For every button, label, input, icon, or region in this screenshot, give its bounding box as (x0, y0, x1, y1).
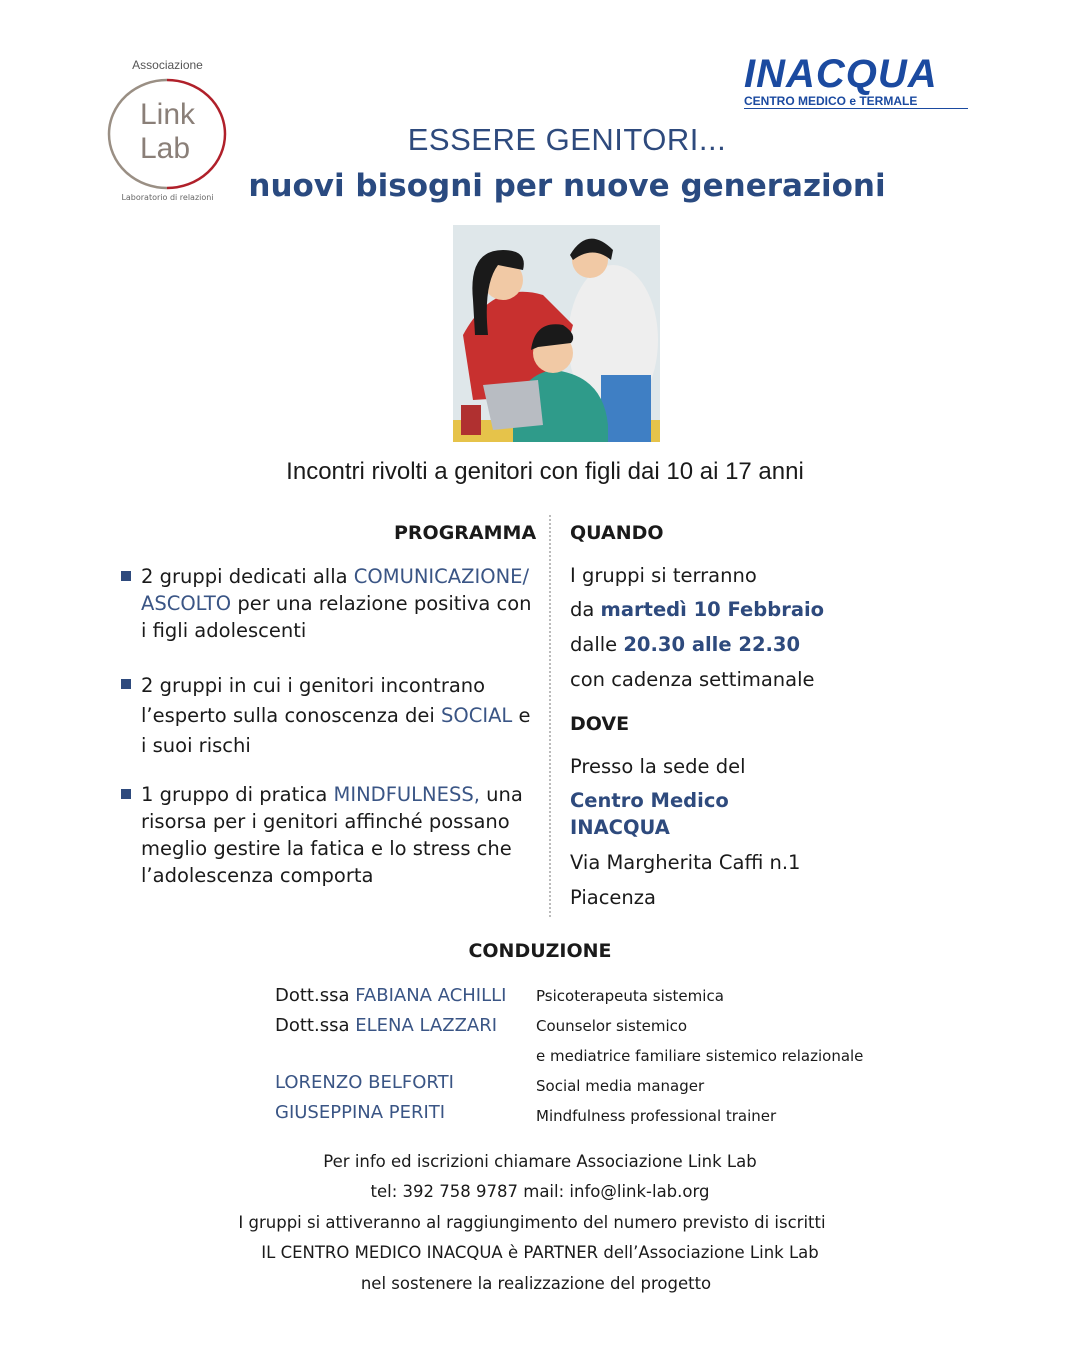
logo-bottom-text: Laboratorio di relazioni (121, 193, 214, 202)
programma-item: 2 gruppi dedicati alla COMUNICAZIONE/ ASCOLTO per una relazione positiva con i figli adolescenti (141, 563, 536, 644)
person: GIUSEPPINA PERITI (275, 1102, 446, 1123)
footer-line: I gruppi si attiveranno al raggiungimento del numero previsto di iscritti (238, 1213, 826, 1232)
footer-line: IL CENTRO MEDICO INACQUA è PARTNER dell’Associazione Link Lab (261, 1243, 819, 1262)
conduzione-heading: CONDUZIONE (468, 940, 612, 962)
inacqua-tagline: CENTRO MEDICO e TERMALE (744, 94, 968, 109)
footer-line: nel sostenere la realizzazione del progetto (360, 1274, 712, 1293)
page-subtitle: nuovi bisogni per nuove generazioni (248, 168, 886, 204)
inacqua-name: INACQUA (744, 52, 938, 96)
footer-line: Per info ed iscrizioni chiamare Associazione Link Lab (323, 1152, 757, 1171)
when-where: QUANDO I gruppi si terranno da martedì 10 Febbraio dalle 20.30 alle 22.30 con cadenza settimanale DOVE Presso la sede del Centro Medico INACQUA Via Margherita Caffi n.1 Piacenza (570, 522, 825, 909)
person: Dott.ssa ELENA LAZZARI (275, 1015, 498, 1036)
family-illustration (453, 225, 660, 442)
person: LORENZO BELFORTI (275, 1072, 454, 1093)
quando-heading: QUANDO (570, 522, 664, 544)
programma-item: 1 gruppo di pratica MINDFULNESS, una risorsa per i genitori affinché possano meglio gestire la fatica e lo stress che l’adolescenza comporta (141, 781, 536, 889)
column-divider (549, 515, 551, 917)
programma-item: 2 gruppi in cui i genitori incontrano l’esperto sulla conoscenza dei SOCIAL e i suoi rischi (141, 671, 536, 761)
page-title: ESSERE GENITORI... (407, 122, 727, 157)
person: Dott.ssa FABIANA ACHILLI (275, 985, 507, 1006)
footer-contact: tel: 392 758 9787 mail: info@link-lab.org (370, 1182, 710, 1201)
flyer: Associazione Link Lab Laboratorio di relazioni INACQUA CENTRO MEDICO e TERMALE ESSERE GENITORI... nuovi bisogni per nuove generazioni Incontri rivolti a genitori con figli dai 10 ai 17 anni PROGRAMMA 2 gruppi dedicati alla COMUNICAZIONE/ ASCOLTO per una relazione positiva con i figli adolescenti 2 gruppi in cui i genitori incontrano l’esperto sulla conoscenza dei SOCIAL e i suoi rischi 1 gruppo di pratica MINDFULNESS, una risorsa per i genitori affinché possano meglio gestire la fatica e lo stress che l’adolescenza comporta QUANDO I gruppi si terranno da martedì 10 Febbraio dalle 20.30 alle 22.30 con cadenza settimanale DOVE Presso la sede del Centro Medico INACQUA Via Margherita Caffi n.1 Piacenza CONDUZIONE Dott.ssa FABIANA ACHILLI Psicoterapeuta sistemica Dott.ssa ELENA LAZZARI Counselor sistemico e mediatrice familiare sistemico relazionale LORENZO BELFORTI Social media manager GIUSEPPINA PERITI Mindfulness professional trainer Per info ed iscrizioni chiamare Associazione Link Lab tel: 392 758 9787 mail: info@link-lab.org I gruppi si attiveranno al raggiungimento del numero previsto di iscritti IL CENTRO MEDICO INACQUA è PARTNER dell’Associazione Link Lab nel sostenere la realizzazione del progetto (0, 0, 1080, 1350)
bullet-icon (121, 679, 131, 689)
target-audience: Incontri rivolti a genitori con figli dai 10 ai 17 anni (286, 458, 804, 485)
programma-heading: PROGRAMMA (394, 522, 537, 544)
bullet-icon (121, 571, 131, 581)
inacqua-logo (744, 54, 979, 109)
bullet-icon (121, 789, 131, 799)
logo-top-text: Associazione (132, 58, 203, 72)
dove-heading: DOVE (570, 713, 630, 735)
logo-lab: Lab (140, 132, 191, 165)
logo-link: Link (140, 98, 196, 131)
